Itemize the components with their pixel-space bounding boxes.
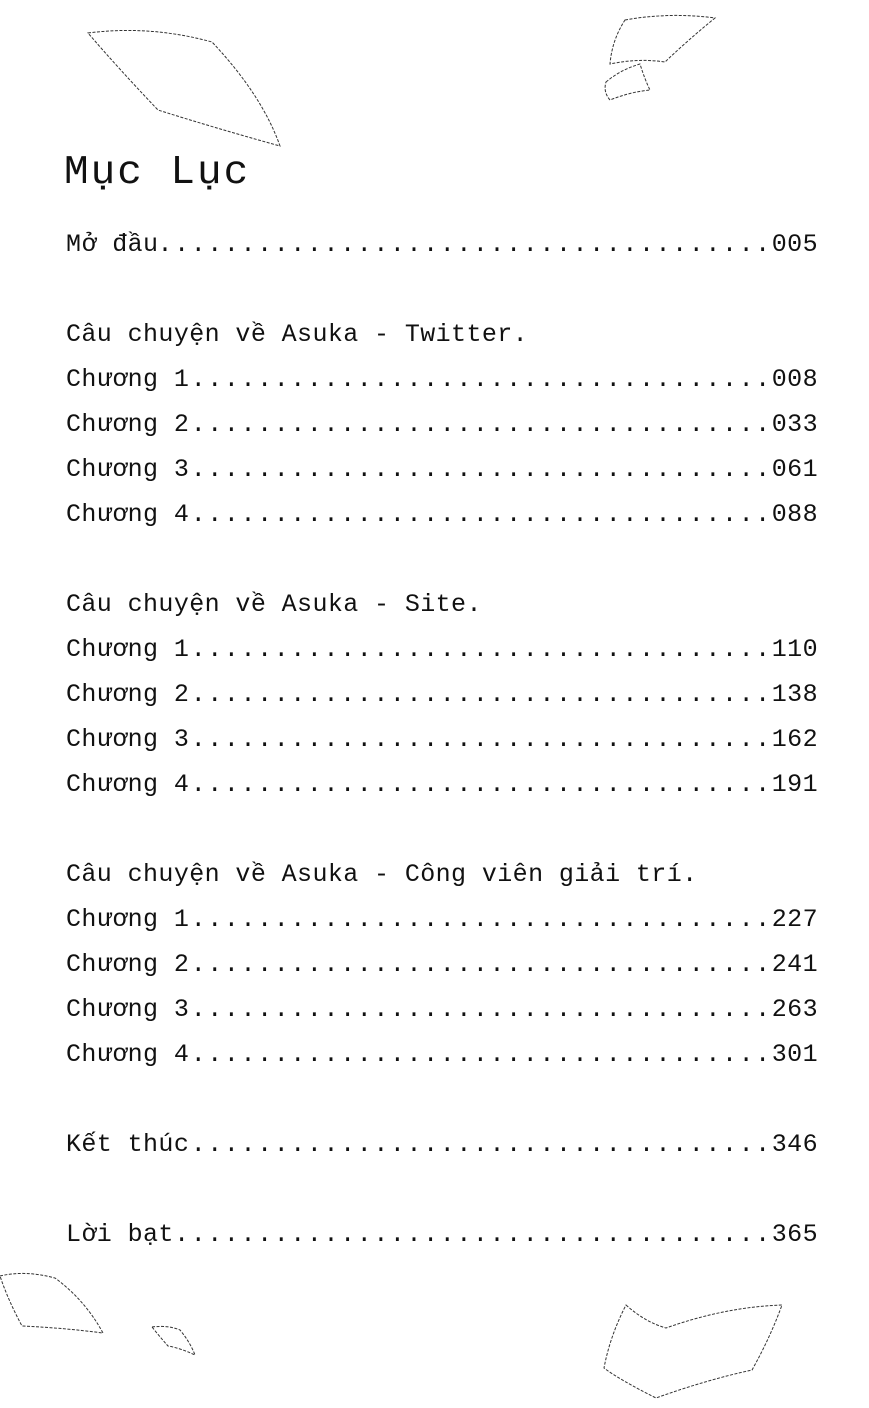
toc-entry-chapter — [66, 365, 818, 395]
dot-leader — [158, 230, 771, 260]
toc-entry-label: Kết thúc — [66, 1130, 190, 1159]
toc-entry-chapter — [66, 680, 818, 710]
toc-entry-label: Chương 3 — [66, 455, 190, 484]
dot-leader — [189, 770, 772, 800]
toc-entry-label: Chương 1 — [66, 635, 190, 664]
toc-entry-page: 005 — [771, 230, 818, 259]
toc-entry-label: Chương 2 — [66, 680, 190, 709]
dot-leader — [189, 365, 772, 395]
toc-entry-label: Chương 2 — [66, 950, 190, 979]
toc-entry-page: 301 — [771, 1040, 818, 1069]
dot-leader — [189, 635, 772, 665]
toc-entry-page: 191 — [771, 770, 818, 799]
toc-entry-page: 088 — [771, 500, 818, 529]
toc-entry-label: Chương 3 — [66, 725, 190, 754]
dot-leader — [189, 905, 772, 935]
dot-leader — [189, 1130, 772, 1160]
toc-entry-page: 162 — [771, 725, 818, 754]
toc-entry-page: 008 — [771, 365, 818, 394]
toc-entry-label: Chương 3 — [66, 995, 190, 1024]
page-title: Mục Lục — [64, 150, 251, 197]
toc-entry-page: 110 — [771, 635, 818, 664]
toc-entry-label: Chương 4 — [66, 770, 190, 799]
toc-entry-label: Chương 1 — [66, 905, 190, 934]
dot-leader — [189, 995, 772, 1025]
dot-leader — [189, 950, 772, 980]
toc-entry-afterword — [66, 1220, 818, 1250]
toc-entry-chapter — [66, 500, 818, 530]
toc-entry-page: 033 — [771, 410, 818, 439]
toc-entry-chapter — [66, 770, 818, 800]
toc-entry-prologue — [66, 230, 818, 260]
paper-scrap-bottom-right — [604, 1305, 782, 1398]
toc-entry-chapter — [66, 455, 818, 485]
dot-leader — [189, 500, 772, 530]
toc-entry-label: Chương 4 — [66, 1040, 190, 1069]
paper-scrap-top-right-small — [605, 64, 650, 100]
toc-entry-label: Chương 1 — [66, 365, 190, 394]
toc-entry-label: Chương 4 — [66, 500, 190, 529]
toc-entry-page: 138 — [771, 680, 818, 709]
toc-entry-chapter — [66, 950, 818, 980]
toc-entry-page: 061 — [771, 455, 818, 484]
dot-leader — [189, 725, 772, 755]
part-heading: Câu chuyện về Asuka - Twitter. — [66, 320, 529, 349]
toc-entry-chapter — [66, 725, 818, 755]
dot-leader — [189, 1040, 772, 1070]
dot-leader — [189, 680, 772, 710]
dot-leader — [189, 410, 772, 440]
paper-scrap-top-right — [610, 15, 715, 64]
toc-entry-label: Lời bạt — [66, 1220, 174, 1249]
toc-entry-chapter — [66, 635, 818, 665]
toc-entry-page: 227 — [771, 905, 818, 934]
paper-scrap-top-left — [88, 30, 280, 146]
toc-entry-label: Mở đầu — [66, 230, 159, 259]
toc-entry-chapter — [66, 410, 818, 440]
toc-entry-epilogue — [66, 1130, 818, 1160]
toc-entry-page: 263 — [771, 995, 818, 1024]
toc-entry-chapter — [66, 995, 818, 1025]
toc-entry-page: 346 — [771, 1130, 818, 1159]
toc-entry-chapter — [66, 905, 818, 935]
part-heading: Câu chuyện về Asuka - Site. — [66, 590, 482, 619]
paper-scrap-bottom-left — [0, 1273, 103, 1333]
toc-entry-label: Chương 2 — [66, 410, 190, 439]
paper-scrap-bottom-left-small — [152, 1326, 195, 1355]
toc-entry-page: 365 — [771, 1220, 818, 1249]
toc-entry-page: 241 — [771, 950, 818, 979]
part-heading: Câu chuyện về Asuka - Công viên giải trí. — [66, 860, 698, 889]
dot-leader — [174, 1220, 772, 1250]
toc-entry-chapter — [66, 1040, 818, 1070]
dot-leader — [189, 455, 772, 485]
